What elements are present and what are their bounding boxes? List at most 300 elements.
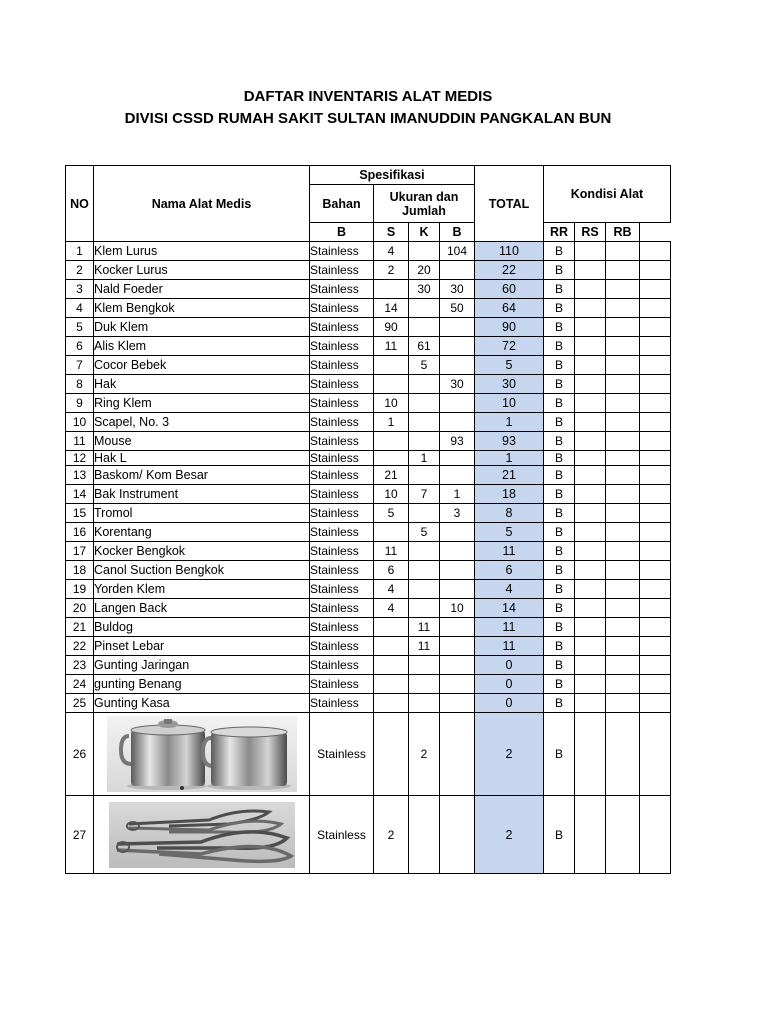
row-size-s: 1 bbox=[409, 451, 440, 466]
row-total: 22 bbox=[475, 261, 544, 280]
row-size-k bbox=[440, 356, 475, 375]
row-kondisi-rb bbox=[640, 394, 671, 413]
row-kondisi-rb bbox=[640, 299, 671, 318]
table-row bbox=[66, 375, 671, 394]
table-header bbox=[66, 166, 671, 242]
row-total: 0 bbox=[475, 675, 544, 694]
row-size-k: 1 bbox=[440, 485, 475, 504]
row-name: Klem Bengkok bbox=[94, 299, 310, 318]
row-kondisi-rs bbox=[606, 656, 640, 675]
row-kondisi-b: B bbox=[544, 242, 575, 261]
row-size-k: 50 bbox=[440, 299, 475, 318]
row-bahan: Stainless bbox=[310, 318, 374, 337]
header-size-b: B bbox=[310, 223, 374, 242]
row-no: 15 bbox=[66, 504, 94, 523]
row-no: 12 bbox=[66, 451, 94, 466]
row-kondisi-rr bbox=[575, 413, 606, 432]
table-row bbox=[66, 580, 671, 599]
table-row bbox=[66, 561, 671, 580]
row-no: 1 bbox=[66, 242, 94, 261]
table-row bbox=[66, 656, 671, 675]
row-kondisi-rs bbox=[606, 394, 640, 413]
row-kondisi-rb bbox=[640, 451, 671, 466]
row-size-b: 11 bbox=[374, 337, 409, 356]
row-bahan: Stainless bbox=[310, 523, 374, 542]
table-row bbox=[66, 504, 671, 523]
row-kondisi-rr bbox=[575, 356, 606, 375]
row-size-b bbox=[374, 451, 409, 466]
row-no: 2 bbox=[66, 261, 94, 280]
row-size-k bbox=[440, 561, 475, 580]
row-size-b: 2 bbox=[374, 261, 409, 280]
row-size-b: 14 bbox=[374, 299, 409, 318]
row-size-k: 104 bbox=[440, 242, 475, 261]
row-size-k bbox=[440, 694, 475, 713]
table-row bbox=[66, 280, 671, 299]
row-size-b: 2 bbox=[374, 796, 409, 874]
header-spesifikasi: Spesifikasi bbox=[310, 166, 475, 185]
row-size-b: 4 bbox=[374, 242, 409, 261]
row-size-k bbox=[440, 542, 475, 561]
row-name: Scapel, No. 3 bbox=[94, 413, 310, 432]
table-row bbox=[66, 618, 671, 637]
row-name: Kocker Lurus bbox=[94, 261, 310, 280]
row-total: 30 bbox=[475, 375, 544, 394]
row-kondisi-rb bbox=[640, 261, 671, 280]
row-kondisi-b: B bbox=[544, 599, 575, 618]
row-name: Gunting Jaringan bbox=[94, 656, 310, 675]
row-size-k bbox=[440, 394, 475, 413]
header-kondisi-rb: RB bbox=[606, 223, 640, 242]
row-size-s: 5 bbox=[409, 523, 440, 542]
row-name: Alis Klem bbox=[94, 337, 310, 356]
row-name: Tromol bbox=[94, 504, 310, 523]
row-total: 1 bbox=[475, 451, 544, 466]
header-kondisi: Kondisi Alat bbox=[544, 166, 671, 223]
row-size-s bbox=[409, 466, 440, 485]
row-kondisi-rs bbox=[606, 299, 640, 318]
table-row bbox=[66, 261, 671, 280]
row-no: 7 bbox=[66, 356, 94, 375]
row-total: 11 bbox=[475, 542, 544, 561]
row-size-s bbox=[409, 318, 440, 337]
row-kondisi-rs bbox=[606, 523, 640, 542]
table-row bbox=[66, 337, 671, 356]
row-kondisi-rs bbox=[606, 318, 640, 337]
header-bahan: Bahan bbox=[310, 185, 374, 223]
row-size-k bbox=[440, 618, 475, 637]
row-bahan: Stainless bbox=[310, 375, 374, 394]
row-size-s bbox=[409, 542, 440, 561]
title-line-2: DIVISI CSSD RUMAH SAKIT SULTAN IMANUDDIN PANGKALAN BUN bbox=[124, 110, 612, 127]
row-total: 5 bbox=[475, 523, 544, 542]
row-kondisi-rr bbox=[575, 694, 606, 713]
row-total: 8 bbox=[475, 504, 544, 523]
row-size-s: 30 bbox=[409, 280, 440, 299]
row-kondisi-b: B bbox=[544, 523, 575, 542]
row-kondisi-rb bbox=[640, 523, 671, 542]
row-kondisi-rr bbox=[575, 713, 606, 796]
row-bahan: Stainless bbox=[310, 796, 374, 874]
row-size-b: 4 bbox=[374, 580, 409, 599]
row-size-k: 3 bbox=[440, 504, 475, 523]
table-row bbox=[66, 637, 671, 656]
row-name: Bak Instrument bbox=[94, 485, 310, 504]
row-kondisi-rs bbox=[606, 504, 640, 523]
row-kondisi-rr bbox=[575, 261, 606, 280]
row-total: 0 bbox=[475, 656, 544, 675]
row-bahan: Stainless bbox=[310, 694, 374, 713]
row-size-s: 11 bbox=[409, 637, 440, 656]
row-size-s bbox=[409, 242, 440, 261]
row-kondisi-b: B bbox=[544, 280, 575, 299]
header-size-s: S bbox=[374, 223, 409, 242]
row-size-s bbox=[409, 375, 440, 394]
row-kondisi-rb bbox=[640, 375, 671, 394]
row-kondisi-rb bbox=[640, 466, 671, 485]
row-size-b: 6 bbox=[374, 561, 409, 580]
row-kondisi-rs bbox=[606, 542, 640, 561]
row-size-k bbox=[440, 675, 475, 694]
row-kondisi-b: B bbox=[544, 318, 575, 337]
row-kondisi-rb bbox=[640, 618, 671, 637]
row-name: Ring Klem bbox=[94, 394, 310, 413]
row-kondisi-b: B bbox=[544, 656, 575, 675]
row-bahan: Stainless bbox=[310, 356, 374, 375]
row-kondisi-rs bbox=[606, 337, 640, 356]
row-kondisi-b: B bbox=[544, 796, 575, 874]
row-size-s bbox=[409, 675, 440, 694]
row-size-k bbox=[440, 413, 475, 432]
row-kondisi-rr bbox=[575, 318, 606, 337]
row-bahan: Stainless bbox=[310, 637, 374, 656]
row-kondisi-rr bbox=[575, 796, 606, 874]
title-line-1: DAFTAR INVENTARIS ALAT MEDIS bbox=[243, 88, 493, 105]
row-no: 3 bbox=[66, 280, 94, 299]
row-bahan: Stainless bbox=[310, 466, 374, 485]
row-kondisi-rr bbox=[575, 656, 606, 675]
table-row-image bbox=[66, 796, 671, 874]
row-size-b bbox=[374, 375, 409, 394]
row-size-s: 61 bbox=[409, 337, 440, 356]
row-size-b: 11 bbox=[374, 542, 409, 561]
row-size-k bbox=[440, 713, 475, 796]
row-total: 2 bbox=[475, 796, 544, 874]
row-total: 14 bbox=[475, 599, 544, 618]
row-total: 18 bbox=[475, 485, 544, 504]
row-no: 27 bbox=[66, 796, 94, 874]
row-total: 21 bbox=[475, 466, 544, 485]
row-kondisi-rb bbox=[640, 561, 671, 580]
header-name: Nama Alat Medis bbox=[94, 166, 310, 242]
row-kondisi-b: B bbox=[544, 394, 575, 413]
row-no: 14 bbox=[66, 485, 94, 504]
row-name: Klem Lurus bbox=[94, 242, 310, 261]
row-name: Cocor Bebek bbox=[94, 356, 310, 375]
row-size-b: 10 bbox=[374, 485, 409, 504]
header-ukuran: Ukuran dan Jumlah bbox=[374, 185, 475, 223]
row-kondisi-rb bbox=[640, 337, 671, 356]
row-size-s: 5 bbox=[409, 356, 440, 375]
row-kondisi-rr bbox=[575, 466, 606, 485]
row-no: 18 bbox=[66, 561, 94, 580]
header-size-k: K bbox=[409, 223, 440, 242]
row-bahan: Stainless bbox=[310, 337, 374, 356]
row-size-b: 4 bbox=[374, 599, 409, 618]
row-kondisi-rr bbox=[575, 337, 606, 356]
row-size-s bbox=[409, 432, 440, 451]
row-size-s bbox=[409, 796, 440, 874]
row-no: 4 bbox=[66, 299, 94, 318]
row-bahan: Stainless bbox=[310, 432, 374, 451]
row-total: 2 bbox=[475, 713, 544, 796]
row-bahan: Stainless bbox=[310, 504, 374, 523]
row-kondisi-rs bbox=[606, 261, 640, 280]
row-size-s: 20 bbox=[409, 261, 440, 280]
row-kondisi-rs bbox=[606, 280, 640, 299]
row-size-k bbox=[440, 261, 475, 280]
row-kondisi-b: B bbox=[544, 561, 575, 580]
row-no: 22 bbox=[66, 637, 94, 656]
table-row bbox=[66, 356, 671, 375]
row-kondisi-rs bbox=[606, 451, 640, 466]
row-kondisi-rs bbox=[606, 796, 640, 874]
row-name: Kocker Bengkok bbox=[94, 542, 310, 561]
row-size-s bbox=[409, 694, 440, 713]
row-kondisi-rb bbox=[640, 432, 671, 451]
row-name: Baskom/ Kom Besar bbox=[94, 466, 310, 485]
row-total: 10 bbox=[475, 394, 544, 413]
row-total: 11 bbox=[475, 618, 544, 637]
row-size-b bbox=[374, 432, 409, 451]
row-size-b bbox=[374, 618, 409, 637]
row-kondisi-rs bbox=[606, 561, 640, 580]
header-total: TOTAL bbox=[475, 166, 544, 242]
row-kondisi-rb bbox=[640, 280, 671, 299]
row-kondisi-b: B bbox=[544, 356, 575, 375]
table-body bbox=[66, 242, 671, 874]
row-kondisi-rr bbox=[575, 580, 606, 599]
row-size-b bbox=[374, 675, 409, 694]
header-kondisi-b: B bbox=[440, 223, 475, 242]
row-name: Mouse bbox=[94, 432, 310, 451]
row-kondisi-rb bbox=[640, 694, 671, 713]
row-name: Pinset Lebar bbox=[94, 637, 310, 656]
forceps-photo bbox=[109, 802, 295, 868]
row-total: 4 bbox=[475, 580, 544, 599]
row-kondisi-b: B bbox=[544, 485, 575, 504]
row-bahan: Stainless bbox=[310, 599, 374, 618]
row-kondisi-rr bbox=[575, 485, 606, 504]
row-kondisi-rb bbox=[640, 599, 671, 618]
row-size-s bbox=[409, 299, 440, 318]
item-photo-cell bbox=[94, 713, 310, 796]
row-no: 25 bbox=[66, 694, 94, 713]
row-total: 93 bbox=[475, 432, 544, 451]
row-kondisi-rs bbox=[606, 413, 640, 432]
row-size-b bbox=[374, 713, 409, 796]
row-kondisi-rb bbox=[640, 580, 671, 599]
row-size-b bbox=[374, 656, 409, 675]
row-name: Langen Back bbox=[94, 599, 310, 618]
row-no: 6 bbox=[66, 337, 94, 356]
row-kondisi-rs bbox=[606, 375, 640, 394]
row-kondisi-b: B bbox=[544, 261, 575, 280]
row-kondisi-rr bbox=[575, 561, 606, 580]
row-kondisi-rr bbox=[575, 618, 606, 637]
row-size-s: 11 bbox=[409, 618, 440, 637]
row-kondisi-rb bbox=[640, 542, 671, 561]
row-no: 19 bbox=[66, 580, 94, 599]
row-name: Canol Suction Bengkok bbox=[94, 561, 310, 580]
row-size-b bbox=[374, 694, 409, 713]
row-size-b bbox=[374, 637, 409, 656]
row-bahan: Stainless bbox=[310, 485, 374, 504]
row-size-s bbox=[409, 394, 440, 413]
table-row bbox=[66, 432, 671, 451]
row-total: 0 bbox=[475, 694, 544, 713]
row-total: 11 bbox=[475, 637, 544, 656]
row-kondisi-rb bbox=[640, 637, 671, 656]
row-kondisi-rr bbox=[575, 280, 606, 299]
document-title bbox=[0, 86, 736, 130]
row-kondisi-b: B bbox=[544, 413, 575, 432]
row-kondisi-rr bbox=[575, 375, 606, 394]
row-size-b: 1 bbox=[374, 413, 409, 432]
row-kondisi-rb bbox=[640, 504, 671, 523]
row-kondisi-b: B bbox=[544, 337, 575, 356]
row-no: 21 bbox=[66, 618, 94, 637]
row-no: 17 bbox=[66, 542, 94, 561]
row-size-s: 7 bbox=[409, 485, 440, 504]
row-size-k bbox=[440, 451, 475, 466]
row-total: 110 bbox=[475, 242, 544, 261]
row-name: Nald Foeder bbox=[94, 280, 310, 299]
row-size-k bbox=[440, 580, 475, 599]
row-kondisi-b: B bbox=[544, 580, 575, 599]
table-row bbox=[66, 466, 671, 485]
table-row bbox=[66, 542, 671, 561]
table-row bbox=[66, 413, 671, 432]
row-kondisi-rr bbox=[575, 523, 606, 542]
table-row-image bbox=[66, 713, 671, 796]
row-size-s bbox=[409, 561, 440, 580]
row-kondisi-rr bbox=[575, 637, 606, 656]
row-kondisi-b: B bbox=[544, 618, 575, 637]
item-photo-cell bbox=[94, 796, 310, 874]
row-no: 8 bbox=[66, 375, 94, 394]
row-kondisi-rr bbox=[575, 451, 606, 466]
row-size-b: 5 bbox=[374, 504, 409, 523]
row-kondisi-rs bbox=[606, 242, 640, 261]
row-kondisi-b: B bbox=[544, 694, 575, 713]
table-row bbox=[66, 394, 671, 413]
row-kondisi-rr bbox=[575, 599, 606, 618]
row-kondisi-rs bbox=[606, 580, 640, 599]
row-bahan: Stainless bbox=[310, 580, 374, 599]
row-kondisi-rr bbox=[575, 504, 606, 523]
row-size-b bbox=[374, 280, 409, 299]
table-row bbox=[66, 242, 671, 261]
row-size-s bbox=[409, 504, 440, 523]
row-size-b: 90 bbox=[374, 318, 409, 337]
row-kondisi-rb bbox=[640, 242, 671, 261]
row-kondisi-rs bbox=[606, 618, 640, 637]
row-size-b: 21 bbox=[374, 466, 409, 485]
table-row bbox=[66, 451, 671, 466]
row-kondisi-rs bbox=[606, 637, 640, 656]
row-name: gunting Benang bbox=[94, 675, 310, 694]
row-kondisi-rr bbox=[575, 675, 606, 694]
row-no: 5 bbox=[66, 318, 94, 337]
row-size-k bbox=[440, 318, 475, 337]
row-no: 20 bbox=[66, 599, 94, 618]
row-bahan: Stainless bbox=[310, 413, 374, 432]
row-no: 23 bbox=[66, 656, 94, 675]
row-bahan: Stainless bbox=[310, 618, 374, 637]
row-kondisi-rs bbox=[606, 599, 640, 618]
row-size-b: 10 bbox=[374, 394, 409, 413]
row-bahan: Stainless bbox=[310, 542, 374, 561]
row-kondisi-rs bbox=[606, 694, 640, 713]
row-kondisi-b: B bbox=[544, 299, 575, 318]
row-kondisi-b: B bbox=[544, 466, 575, 485]
row-kondisi-b: B bbox=[544, 451, 575, 466]
row-size-b bbox=[374, 356, 409, 375]
row-total: 64 bbox=[475, 299, 544, 318]
header-kondisi-rr: RR bbox=[544, 223, 575, 242]
row-size-k bbox=[440, 337, 475, 356]
row-total: 5 bbox=[475, 356, 544, 375]
row-bahan: Stainless bbox=[310, 261, 374, 280]
row-size-k: 10 bbox=[440, 599, 475, 618]
row-kondisi-rs bbox=[606, 432, 640, 451]
row-kondisi-rb bbox=[640, 485, 671, 504]
row-kondisi-b: B bbox=[544, 375, 575, 394]
row-kondisi-rb bbox=[640, 318, 671, 337]
table-row bbox=[66, 523, 671, 542]
row-kondisi-rb bbox=[640, 356, 671, 375]
row-size-s bbox=[409, 413, 440, 432]
row-size-k bbox=[440, 523, 475, 542]
row-no: 16 bbox=[66, 523, 94, 542]
row-bahan: Stainless bbox=[310, 713, 374, 796]
row-kondisi-rb bbox=[640, 413, 671, 432]
row-size-s bbox=[409, 580, 440, 599]
row-name: Gunting Kasa bbox=[94, 694, 310, 713]
row-total: 72 bbox=[475, 337, 544, 356]
row-bahan: Stainless bbox=[310, 242, 374, 261]
table-row bbox=[66, 694, 671, 713]
row-size-s: 2 bbox=[409, 713, 440, 796]
row-kondisi-rr bbox=[575, 542, 606, 561]
row-total: 6 bbox=[475, 561, 544, 580]
table-row bbox=[66, 599, 671, 618]
row-bahan: Stainless bbox=[310, 299, 374, 318]
row-size-k: 30 bbox=[440, 375, 475, 394]
row-kondisi-rb bbox=[640, 713, 671, 796]
row-size-k: 30 bbox=[440, 280, 475, 299]
row-kondisi-b: B bbox=[544, 432, 575, 451]
table-row bbox=[66, 318, 671, 337]
row-kondisi-rr bbox=[575, 394, 606, 413]
row-no: 24 bbox=[66, 675, 94, 694]
row-kondisi-b: B bbox=[544, 504, 575, 523]
row-size-k: 93 bbox=[440, 432, 475, 451]
stainless-mugs-photo bbox=[107, 716, 297, 792]
row-name: Hak bbox=[94, 375, 310, 394]
row-size-k bbox=[440, 466, 475, 485]
